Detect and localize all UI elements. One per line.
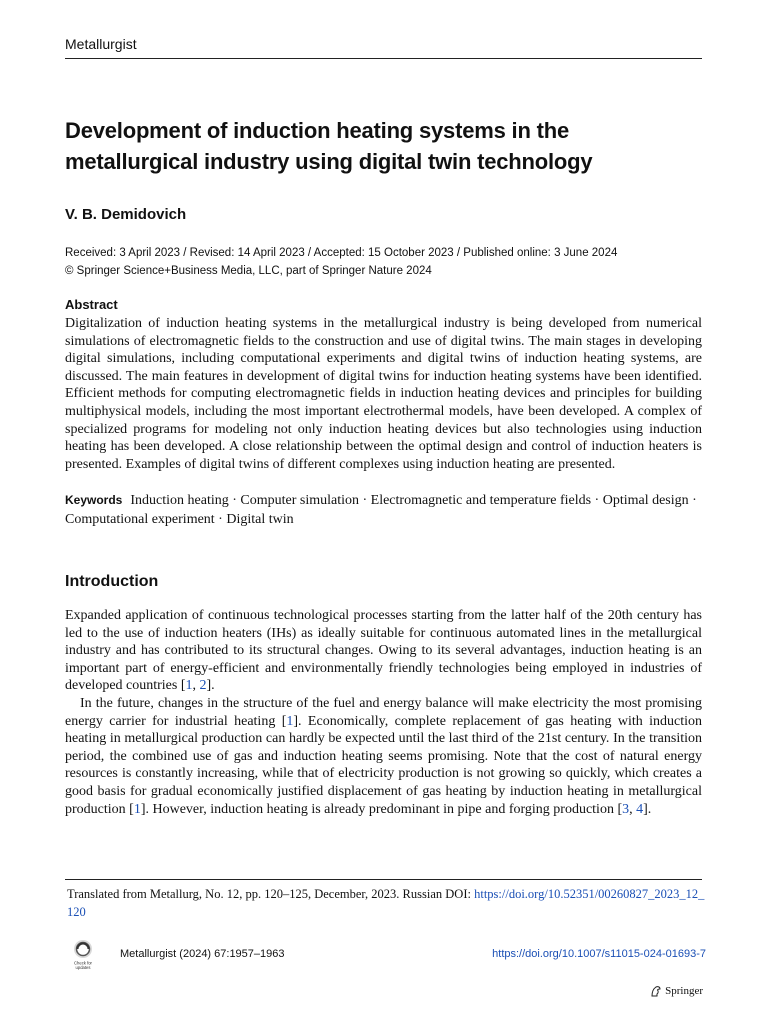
copyright-line: © Springer Science+Business Media, LLC, part of Springer Nature 2024 [65, 265, 432, 277]
badge-text-bottom: updates [75, 965, 91, 970]
publisher-name: Springer [665, 985, 703, 997]
badge-text-top: Check for [74, 960, 92, 966]
article-author[interactable]: V. B. Demidovich [65, 206, 187, 223]
russian-doi-link[interactable]: https://doi.org/10.52351/00260827_2023_12_120 [67, 887, 705, 919]
keywords-label: Keywords [65, 493, 123, 507]
abstract-text: Digitalization of induction heating systems in the metallurgical industry is being developed from numerical simulations of electromagnetic fields to the construction and use of digital twins. The main stages in developing digital simulations, including computational experiments and digital twins of induction heating systems, are discussed. The main features in development of digital twins for induction heating systems have been identified. Efficient methods for computing electromagnetic fields in induction heating devices and principles for building multiphysical models, including the most important electrothermal models, have been developed. A complex of specialized programs for modeling not only induction heating devices but also technologies using induction heating has been developed. A close relationship between the optimal design and control of induction heaters is presented. Examples of digital twins of different complexes using induction heating are presented. [65, 316, 702, 472]
check-for-updates-badge[interactable] [67, 937, 99, 971]
intro-paragraph-1: Expanded application of continuous technological processes starting from the latter half of the 20th century has led to the use of induction heaters (IHs) as ideally suitable for continuous automated lines in the metallurgical industry and has contributed to its structural changes. Owing to its several advantages, induction heating is an important part of energy-efficient and environmentally friendly technologies being employed in industries of developed countries [1, 2]. [65, 608, 702, 694]
citation-link[interactable]: 2 [199, 678, 207, 694]
citation-link[interactable]: 1 [185, 678, 193, 694]
citation-link[interactable]: 1 [133, 801, 141, 817]
keywords-list: Induction heating · Computer simulation · Electromagnetic and temperature fields · Optimal design · Computational experiment · Digital twin [65, 493, 697, 527]
publication-dates: Received: 3 April 2023 / Revised: 14 April 2023 / Accepted: 15 October 2023 / Published online: 3 June 2024 [65, 247, 618, 259]
journal-citation: Metallurgist (2024) 67:1957–1963 [120, 948, 285, 960]
springer-horse-icon [650, 985, 662, 997]
abstract-heading: Abstract [65, 297, 118, 312]
journal-name: Metallurgist [65, 36, 137, 52]
footnote-divider [65, 879, 702, 880]
introduction-body [65, 607, 702, 818]
footnote-text: Translated from Metallurg, No. 12, pp. 120–125, December, 2023. Russian DOI: [67, 887, 475, 901]
header-divider [65, 58, 702, 59]
keywords-block [65, 491, 702, 529]
introduction-heading: Introduction [65, 573, 159, 590]
article-doi-link[interactable]: https://doi.org/10.1007/s11015-024-01693-7 [492, 948, 706, 960]
article-title: Development of induction heating systems in the metallurgical industry using digital twin technology [65, 118, 593, 174]
citation-link[interactable]: 4 [636, 801, 644, 817]
translation-footnote [67, 885, 707, 921]
check-for-updates-icon [67, 937, 99, 971]
citation-link[interactable]: 1 [286, 713, 294, 729]
intro-paragraph-2: In the future, changes in the structure of the fuel and energy balance will make electricity the most promising energy carrier for industrial heating [1]. Economically, complete replacement of gas heating with induction heating in metallurgical production can hardly be expected until the last third of the 21st century. In the transition period, the combined use of gas and induction heating seems promising. Note that the cost of natural energy resources is constantly increasing, while that of electricity production is not growing so quickly, which creates a good basis for gradual economically justified displacement of gas heating by induction heating in metallurgical production [1]. However, induction heating is already predominant in pipe and forging production [3, 4]. [65, 695, 702, 817]
publisher-logo [650, 985, 703, 997]
publication-dates-block [65, 244, 705, 280]
citation-link[interactable]: 3 [622, 801, 630, 817]
